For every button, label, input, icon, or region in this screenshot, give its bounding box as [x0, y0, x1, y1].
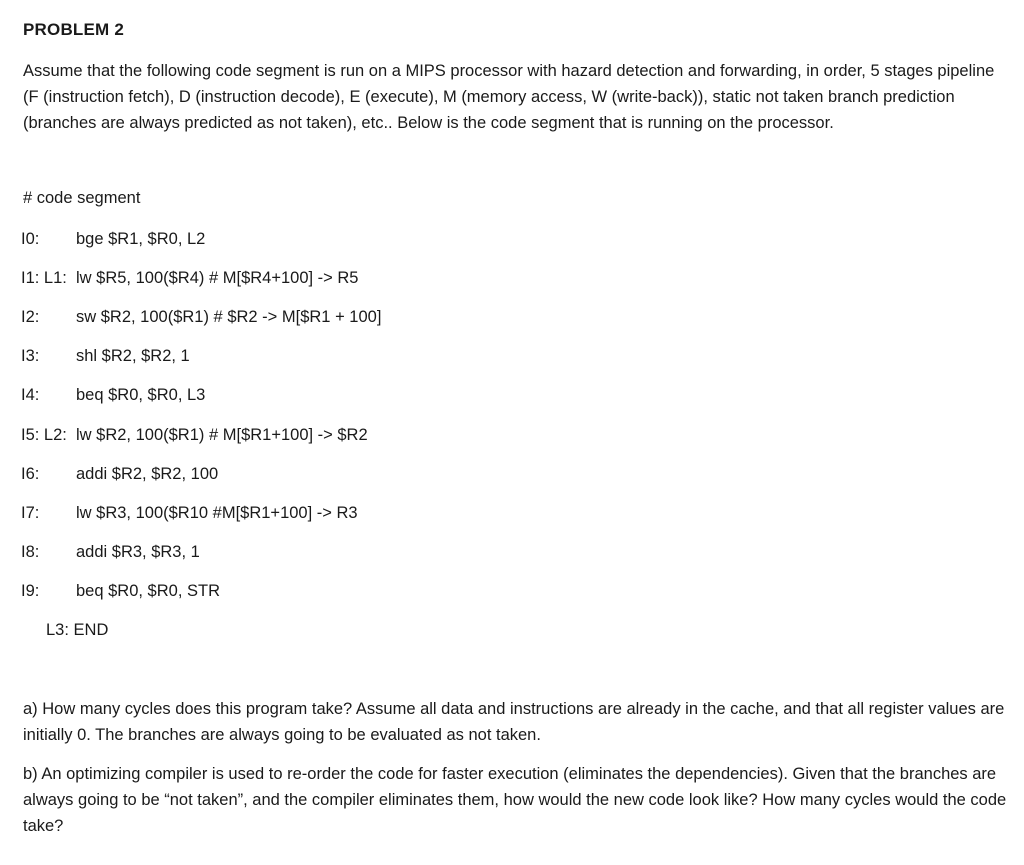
code-label: I6:	[21, 465, 40, 483]
code-line-i1	[21, 267, 358, 289]
code-instruction: addi $R3, $R3, 1	[76, 543, 200, 561]
code-instruction: addi $R2, $R2, 100	[76, 465, 219, 483]
code-instruction: beq $R0, $R0, L3	[76, 386, 206, 404]
code-label: I5: L2:	[21, 426, 67, 444]
question-b: b) An optimizing compiler is used to re-order the code for faster execution (eliminates the dependencies). Given that the branches are always going to be “not taken”, and the compiler eliminates them, how would the new code look like? How many cycles would the code take?	[23, 765, 1007, 835]
code-instruction: shl $R2, $R2, 1	[76, 347, 190, 365]
code-label: I3:	[21, 347, 40, 365]
code-instruction: beq $R0, $R0, STR	[76, 582, 220, 600]
code-instruction: lw $R2, 100($R1) # M[$R1+100] -> $R2	[76, 426, 368, 444]
code-line-i8	[21, 541, 200, 563]
code-end-label: L3: END	[46, 621, 109, 639]
code-line-i4	[21, 384, 205, 406]
code-label: I7:	[21, 504, 40, 522]
code-label: I2:	[21, 308, 40, 326]
code-line-i2	[21, 306, 381, 328]
code-label: I4:	[21, 386, 40, 404]
problem-title: PROBLEM 2	[23, 20, 124, 39]
code-instruction: lw $R3, 100($R10 #M[$R1+100] -> R3	[76, 504, 358, 522]
problem-intro: Assume that the following code segment is run on a MIPS processor with hazard detection and forwarding, in order, 5 stages pipeline (F (instruction fetch), D (instruction decode), E (execute), M (memory access, W (write-back)), static not taken branch prediction (branches are always predicted as not taken), etc.. Below is the code segment that is running on the processor.	[23, 62, 995, 132]
code-line-i7	[21, 502, 358, 524]
code-label: I1: L1:	[21, 269, 67, 287]
code-label: I9:	[21, 582, 40, 600]
question-a: a) How many cycles does this program take? Assume all data and instructions are already in the cache, and that all register values are initially 0. The branches are always going to be evaluated as not taken.	[23, 700, 1005, 744]
code-line-i5	[21, 424, 368, 446]
code-line-i3	[21, 345, 190, 367]
code-instruction: bge $R1, $R0, L2	[76, 230, 206, 248]
code-line-i6	[21, 463, 218, 485]
code-label: I8:	[21, 543, 40, 561]
code-label: I0:	[21, 230, 40, 248]
code-line-i9	[21, 580, 220, 602]
code-instruction: lw $R5, 100($R4) # M[$R4+100] -> R5	[76, 269, 359, 287]
code-line-i0	[21, 228, 205, 250]
code-segment-header: # code segment	[23, 189, 141, 207]
code-instruction: sw $R2, 100($R1) # $R2 -> M[$R1 + 100]	[76, 308, 382, 326]
